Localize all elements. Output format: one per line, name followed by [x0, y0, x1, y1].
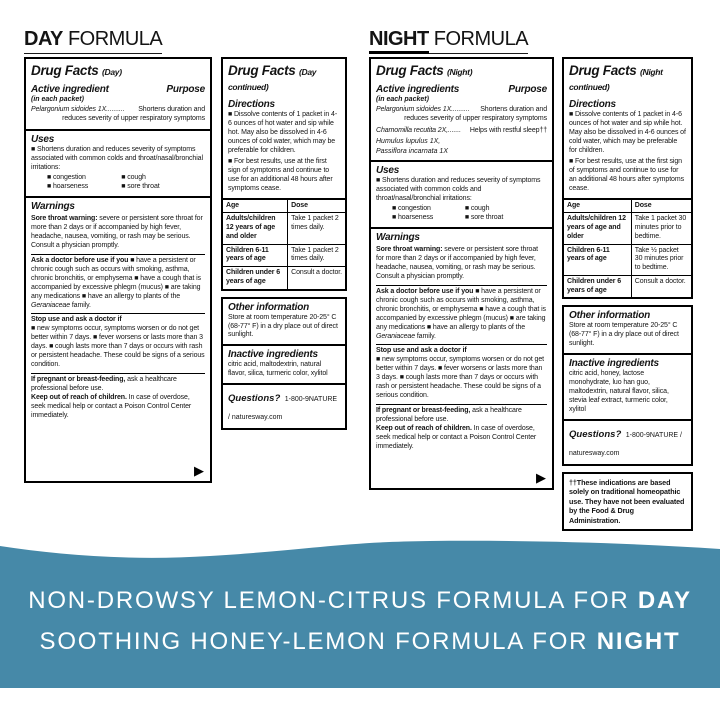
dosage-age: Adults/children 12 years of age and older [564, 213, 631, 244]
directions-item: ■ For best results, use at the first sign of symptoms and continue to use for an additional 48 hours after symptoms cease. [569, 157, 684, 192]
sore-throat-warning [31, 213, 205, 254]
dosage-dose: Take 1 packet 2 times daily. [288, 213, 345, 244]
day-panel-title [26, 59, 210, 81]
keep-out-text: In case of overdose, seek medical help or contact a Poison Control Center immediately. [31, 394, 192, 420]
packet-note: (in each packet) [376, 96, 429, 103]
table-row [223, 244, 345, 267]
table-row [564, 213, 691, 244]
dosage-dose: Take ½ packet 30 minutes prior to bedtime. [631, 244, 691, 275]
dosage-age: Children under 6 years of age [223, 267, 288, 289]
continue-arrow-icon: ▶ [194, 463, 204, 478]
ingredient-name: Passiflora incarnata 1X [376, 147, 448, 155]
dosage-col-age: Age [223, 199, 288, 213]
directions-header: Directions [569, 99, 616, 110]
directions-item: ■ For best results, use at the first sign of symptoms and continue to use for an additional 48 hours after symptoms cease. [228, 157, 333, 192]
day-formula-heading [24, 28, 162, 54]
night-formula-heading-rest: FORMULA [428, 28, 529, 50]
keep-out-lead: Keep out of reach of children. [376, 425, 472, 433]
day-continued-title [223, 59, 345, 96]
directions-item: ■ Dissolve contents of 1 packet in 4-6 ounces of hot water and sip while hot. May also be dissolved in 4-6 ounces of cold water, which may be preferable for children. [569, 111, 686, 154]
ingredient-name: Pelargonium sidoides 1X.......... [31, 106, 125, 113]
questions-header: Questions? [569, 428, 622, 440]
day-formula-heading-rest: FORMULA [62, 28, 163, 50]
dosage-col-age: Age [564, 199, 631, 213]
footnote-text: These indications are based solely on traditional homeopathic use. They have not been evaluated by the Food & Drug Administration. [569, 477, 685, 525]
drug-facts-title: Drug Facts [31, 63, 99, 78]
drug-facts-title: Drug Facts [376, 63, 444, 78]
continue-arrow-icon: ▶ [536, 470, 546, 485]
day-other-information-section [223, 299, 345, 345]
sore-throat-warning-text: severe or persistent sore throat for more than 2 days or if accompanied by high fever, headache, nausea, vomiting, or rash may be serious. Consult a physician promptly. [31, 214, 203, 249]
ask-doctor-tail: family. [414, 332, 436, 340]
night-active-ingredients-section [371, 81, 552, 160]
banner-line2-text: SOOTHING HONEY-LEMON FORMULA FOR [39, 628, 597, 655]
night-continued-title [564, 59, 691, 96]
pregnancy-text: ask a healthcare professional before use. [31, 376, 177, 393]
keep-out-lead: Keep out of reach of children. [31, 394, 127, 402]
uses-header: Uses [31, 134, 55, 146]
uses-header: Uses [376, 165, 400, 177]
table-row [223, 213, 345, 244]
night-panel-title [371, 59, 552, 81]
day-questions-section [223, 383, 345, 428]
night-formula-heading-bold: NIGHT [369, 28, 429, 54]
pregnancy-lead: If pregnant or breast-feeding, [31, 376, 126, 384]
drug-facts-title-suffix: (Night) [446, 67, 473, 77]
uses-bullet: ■ hoarseness [47, 183, 89, 190]
ingredient-name: Humulus lupulus 1X, [376, 138, 441, 146]
stop-use-text: ■ new symptoms occur, symptoms worsen or do not get better within 7 days. ■ fever worsens or lasts more than 3 days. ■ cough lasts more than 7 days or occurs with rash or persistent headache. These could be signs of a serious condition. [376, 356, 544, 400]
homeopathic-footnote [562, 472, 693, 532]
night-warnings-section [371, 227, 552, 459]
questions-header: Questions? [228, 393, 281, 405]
day-formula-heading-bold: DAY [24, 28, 63, 50]
inactive-ingredients-text: citric acid, maltodextrin, natural flavor, silica, turmeric color, xylitol [228, 361, 328, 378]
banner-line-day [0, 580, 720, 621]
uses-bullet: ■ congestion [392, 205, 431, 213]
day-inactive-ingredients-section [223, 344, 345, 383]
banner-line1-bold: DAY [637, 587, 692, 614]
dosage-age: Children 6-11 years of age [223, 244, 288, 267]
uses-bullet: ■ sore throat [121, 183, 160, 190]
inactive-ingredients-header: Inactive ingredients [569, 358, 659, 370]
other-information-text: Store at room temperature 20-25° C (68-77° F) in a dry place out of direct sunlight. [228, 313, 338, 339]
ask-doctor-lead: Ask a doctor before use if you [376, 287, 474, 295]
day-dosage-table [223, 198, 345, 289]
table-row [564, 244, 691, 275]
uses-bullet: ■ sore throat [464, 213, 504, 221]
ingredient-row [376, 105, 547, 123]
dosage-col-dose: Dose [631, 199, 691, 213]
ask-doctor-warning [376, 285, 547, 345]
drug-facts-title: Drug Facts [228, 63, 296, 78]
uses-bullet-list [376, 205, 547, 223]
other-information-text: Store at room temperature 20-25° C (68-77° F) in a dry place out of direct sunlight. [569, 322, 679, 348]
other-information-header: Other information [228, 301, 310, 313]
questions-text: 1-800-9NATURE / naturesway.com [228, 396, 338, 422]
dosage-dose: Take 1 packet 30 minutes prior to bedtime. [631, 213, 691, 244]
ask-doctor-italic: Geraniaceae [31, 301, 70, 309]
ingredient-row [31, 105, 205, 123]
sore-throat-warning-lead: Sore throat warning: [31, 214, 98, 222]
banner-line2-bold: NIGHT [596, 628, 681, 655]
inactive-ingredients-header: Inactive ingredients [228, 349, 318, 361]
packet-note: (in each packet) [31, 96, 84, 103]
uses-bullet: ■ hoarseness [392, 213, 434, 221]
uses-bullet: ■ congestion [47, 174, 86, 182]
sore-throat-warning-lead: Sore throat warning: [376, 245, 443, 253]
uses-bullet: ■ cough [121, 174, 146, 182]
stop-use-warning [31, 313, 205, 373]
table-row [564, 275, 691, 297]
night-formula-heading [369, 28, 528, 54]
day-active-ingredient-section [26, 81, 210, 129]
dosage-dose: Take 1 packet 2 times daily. [288, 244, 345, 267]
dosage-col-dose: Dose [288, 199, 345, 213]
banner-line-night [0, 621, 720, 662]
active-ingredient-header: Active ingredient [31, 84, 109, 95]
drug-facts-title: Drug Facts [569, 63, 637, 78]
table-row [223, 267, 345, 289]
night-directions-section [564, 96, 691, 198]
other-information-header: Other information [569, 310, 651, 322]
stop-use-text: ■ new symptoms occur, symptoms worsen or do not get better within 7 days. ■ fever worsens or lasts more than 3 days. ■ cough lasts more than 7 days or occurs with rash or persistent headache. These could be signs of a serious condition. [31, 325, 205, 369]
banner [0, 540, 720, 690]
dosage-dose: Consult a doctor. [288, 267, 345, 289]
pregnancy-text: ask a healthcare professional before use. [376, 407, 522, 424]
pregnancy-lead: If pregnant or breast-feeding, [376, 407, 471, 415]
night-other-information-section [564, 307, 691, 353]
footnote-marker: †† [569, 477, 577, 487]
day-directions-section [223, 96, 345, 198]
dosage-age: Adults/children 12 years of age and older [223, 213, 288, 244]
ingredient-purpose: Shortens duration and reduces severity of upper respiratory symptoms [62, 106, 205, 123]
night-continued-panel [562, 57, 693, 531]
pregnancy-warning [31, 373, 205, 424]
purpose-header: Purpose [508, 84, 547, 95]
ask-doctor-text: ■ have a persistent or chronic cough such as occurs with smoking, asthma, chronic bronchitis, or emphysema ■ have a cough that is accompanied by excessive phlegm (mucus) ■ are taking any medications ■ have an allergy to plants of the [31, 256, 201, 300]
drug-facts-title-suffix: (Night continued) [569, 67, 663, 92]
dosage-age: Children under 6 years of age [564, 275, 631, 297]
banner-text [0, 580, 720, 662]
night-drug-facts-panel [369, 57, 554, 490]
ingredient-purpose: Shortens duration and reduces severity of upper respiratory symptoms [404, 106, 547, 123]
uses-intro: ■ Shortens duration and reduces severity of symptoms associated with common colds and throat/nasal/bronchial irritations: [31, 146, 203, 172]
day-drug-facts-panel [24, 57, 212, 483]
questions-text: 1-800-9NATURE / naturesway.com [569, 431, 682, 457]
warnings-header: Warnings [376, 231, 420, 243]
banner-line1-text: NON-DROWSY LEMON-CITRUS FORMULA FOR [28, 587, 638, 614]
keep-out-text: In case of overdose, seek medical help or contact a Poison Control Center immediately. [376, 425, 537, 450]
ingredient-purpose: Helps with restful sleep†† [469, 127, 547, 135]
uses-bullet-list [31, 174, 205, 192]
directions-item: ■ Dissolve contents of 1 packet in 4-6 ounces of hot water and sip while hot. May also be dissolved in 4-6 ounces of cold water, which may be preferable for children. [228, 111, 338, 154]
night-uses-section [371, 160, 552, 227]
uses-intro: ■ Shortens duration and reduces severity of symptoms associated with common colds and throat/nasal/bronchial irritations: [376, 177, 541, 203]
stop-use-warning [376, 344, 547, 404]
active-ingredients-header: Active ingredients [376, 84, 460, 95]
ask-doctor-italic: Geraniaceae [376, 332, 415, 340]
night-questions-section [564, 419, 691, 464]
ingredient-name: Pelargonium sidoides 1X.......... [376, 106, 470, 113]
stop-use-lead: Stop use and ask a doctor if [376, 347, 467, 355]
stop-use-lead: Stop use and ask a doctor if [31, 316, 122, 324]
directions-header: Directions [228, 99, 275, 110]
ask-doctor-tail: family. [69, 301, 91, 309]
sore-throat-warning [376, 244, 547, 285]
night-dosage-table [564, 198, 691, 298]
dosage-dose: Consult a doctor. [631, 275, 691, 297]
ask-doctor-text: ■ have a persistent or chronic cough such as occurs with smoking, asthma, chronic bronchitis, or emphysema ■ have a cough that is accompanied by excessive phlegm (mucus) ■ are taking any medications ■ have an allergy to plants of the [376, 287, 546, 331]
ask-doctor-warning [31, 254, 205, 314]
dosage-age: Children 6-11 years of age [564, 244, 631, 275]
drug-facts-title-suffix: (Day) [101, 67, 122, 77]
ingredient-row [376, 126, 547, 135]
ingredient-name: Chamomilla recutita 2X,....... [376, 127, 461, 135]
pregnancy-warning [376, 404, 547, 455]
purpose-header: Purpose [166, 84, 205, 95]
night-inactive-ingredients-section [564, 353, 691, 419]
inactive-ingredients-text: citric acid, honey, lactose monohydrate, luo han guo, maltodextrin, natural flavor, silica, stevia leaf extract, turmeric color, xylitol [569, 370, 669, 413]
ask-doctor-lead: Ask a doctor before use if you [31, 256, 129, 264]
warnings-header: Warnings [31, 200, 75, 212]
day-warnings-section [26, 196, 210, 428]
drug-facts-title-suffix: (Day continued) [228, 67, 317, 92]
uses-bullet: ■ cough [464, 205, 490, 213]
day-uses-section [26, 129, 210, 196]
sore-throat-warning-text: severe or persistent sore throat for more than 2 days or if accompanied by high fever, headache, nausea, vomiting, or rash may be serious. Consult a physician promptly. [376, 245, 538, 280]
day-continued-panel [221, 57, 347, 430]
